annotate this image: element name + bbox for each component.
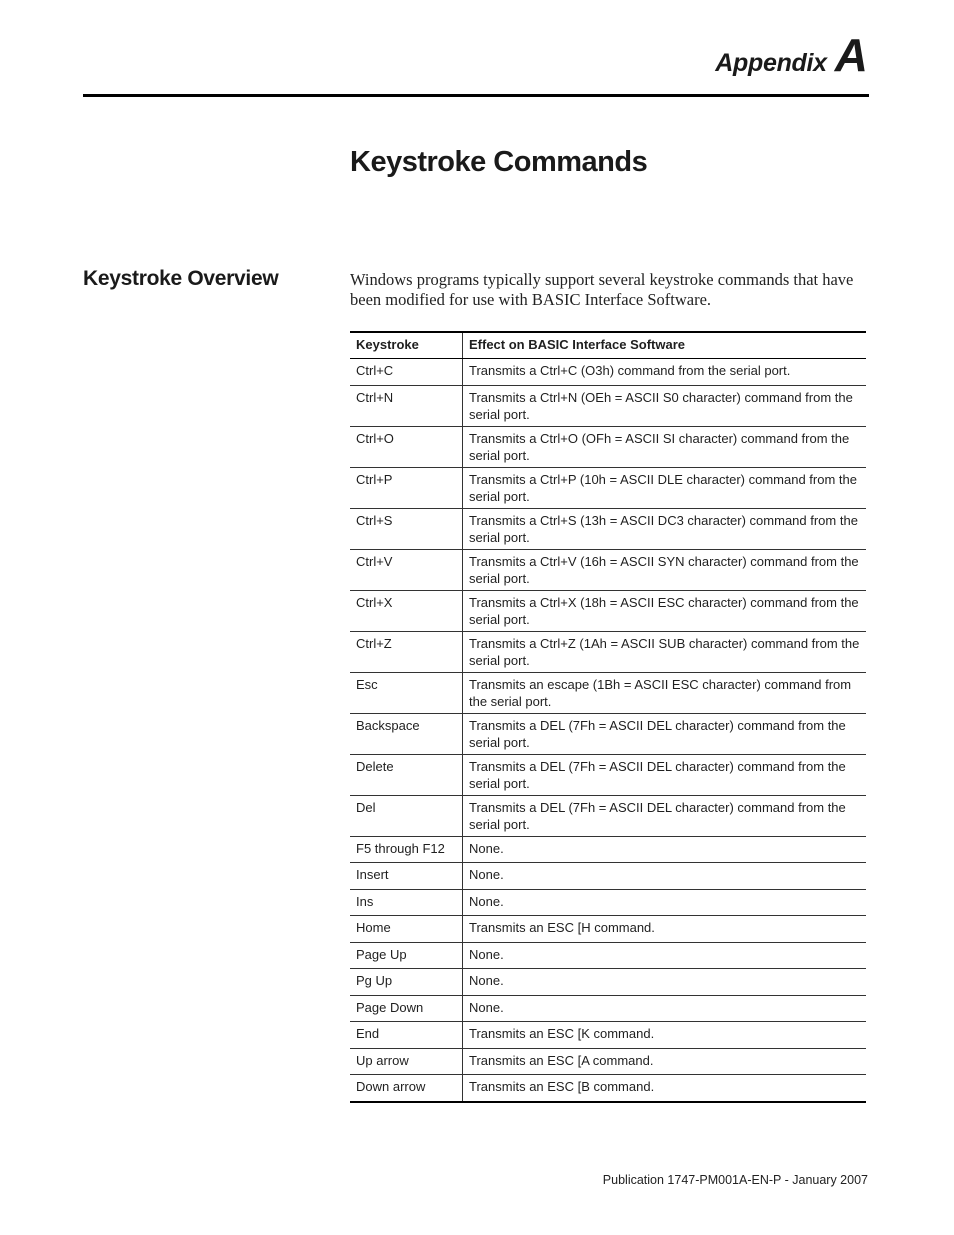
effect-cell: None. (463, 969, 867, 996)
effect-cell: Transmits a DEL (7Fh = ASCII DEL character) command from the serial port. (463, 713, 867, 754)
table-row (350, 590, 866, 631)
section-heading: Keystroke Overview (83, 267, 279, 290)
keystroke-table (350, 331, 866, 1103)
table-row (350, 995, 866, 1022)
keystroke-cell: Ctrl+Z (350, 631, 463, 672)
effect-cell: Transmits an ESC [B command. (463, 1075, 867, 1102)
keystroke-cell: Del (350, 795, 463, 836)
table-row (350, 916, 866, 943)
effect-cell: Transmits an ESC [A command. (463, 1048, 867, 1075)
keystroke-cell: Delete (350, 754, 463, 795)
table-row (350, 1022, 866, 1049)
table-row (350, 836, 866, 863)
effect-cell: Transmits a Ctrl+N (OEh = ASCII S0 character) command from the serial port. (463, 385, 867, 426)
table-row (350, 795, 866, 836)
intro-paragraph: Windows programs typically support several keystroke commands that have been modified for use with BASIC Interface Software. (350, 270, 854, 309)
keystroke-cell: Pg Up (350, 969, 463, 996)
effect-cell: Transmits a Ctrl+V (16h = ASCII SYN character) command from the serial port. (463, 549, 867, 590)
keystroke-cell: Insert (350, 863, 463, 890)
table-row (350, 1048, 866, 1075)
effect-cell: Transmits a Ctrl+S (13h = ASCII DC3 character) command from the serial port. (463, 508, 867, 549)
effect-cell: Transmits a Ctrl+C (O3h) command from the serial port. (463, 359, 867, 386)
keystroke-cell: Ctrl+X (350, 590, 463, 631)
table-body (350, 359, 866, 1102)
keystroke-cell: Ctrl+P (350, 467, 463, 508)
table-row (350, 1075, 866, 1102)
table-row (350, 359, 866, 386)
table-row (350, 863, 866, 890)
keystroke-cell: Esc (350, 672, 463, 713)
appendix-letter: A (834, 29, 868, 81)
effect-cell: Transmits an ESC [K command. (463, 1022, 867, 1049)
column-header-effect: Effect on BASIC Interface Software (463, 332, 867, 359)
keystroke-cell: F5 through F12 (350, 836, 463, 863)
effect-cell: None. (463, 889, 867, 916)
appendix-header (715, 29, 868, 81)
header-rule (83, 94, 869, 97)
keystroke-cell: Page Up (350, 942, 463, 969)
keystroke-cell: Up arrow (350, 1048, 463, 1075)
appendix-word: Appendix (715, 49, 827, 77)
page-title: Keystroke Commands (350, 146, 648, 178)
effect-cell: Transmits a DEL (7Fh = ASCII DEL character) command from the serial port. (463, 795, 867, 836)
table-row (350, 467, 866, 508)
effect-cell: None. (463, 942, 867, 969)
table-row (350, 549, 866, 590)
keystroke-cell: Ins (350, 889, 463, 916)
keystroke-cell: Down arrow (350, 1075, 463, 1102)
effect-cell: Transmits an escape (1Bh = ASCII ESC character) command from the serial port. (463, 672, 867, 713)
keystroke-cell: Ctrl+S (350, 508, 463, 549)
table-row (350, 942, 866, 969)
keystroke-cell: End (350, 1022, 463, 1049)
keystroke-cell: Ctrl+C (350, 359, 463, 386)
effect-cell: None. (463, 863, 867, 890)
table-row (350, 385, 866, 426)
table-row (350, 889, 866, 916)
keystroke-cell: Ctrl+O (350, 426, 463, 467)
effect-cell: Transmits a Ctrl+Z (1Ah = ASCII SUB character) command from the serial port. (463, 631, 867, 672)
publication-footer: Publication 1747-PM001A-EN-P - January 2007 (602, 1173, 868, 1187)
table-row (350, 713, 866, 754)
keystroke-cell: Ctrl+V (350, 549, 463, 590)
effect-cell: Transmits a Ctrl+O (OFh = ASCII SI character) command from the serial port. (463, 426, 867, 467)
table-header-row (350, 332, 866, 359)
effect-cell: None. (463, 995, 867, 1022)
table-row (350, 754, 866, 795)
keystroke-cell: Ctrl+N (350, 385, 463, 426)
effect-cell: Transmits a DEL (7Fh = ASCII DEL character) command from the serial port. (463, 754, 867, 795)
effect-cell: Transmits an ESC [H command. (463, 916, 867, 943)
keystroke-cell: Backspace (350, 713, 463, 754)
table-row (350, 508, 866, 549)
keystroke-cell: Page Down (350, 995, 463, 1022)
effect-cell: Transmits a Ctrl+P (10h = ASCII DLE character) command from the serial port. (463, 467, 867, 508)
table-row (350, 631, 866, 672)
keystroke-cell: Home (350, 916, 463, 943)
table-row (350, 672, 866, 713)
table-row (350, 426, 866, 467)
column-header-keystroke: Keystroke (350, 332, 463, 359)
table-row (350, 969, 866, 996)
effect-cell: None. (463, 836, 867, 863)
effect-cell: Transmits a Ctrl+X (18h = ASCII ESC character) command from the serial port. (463, 590, 867, 631)
